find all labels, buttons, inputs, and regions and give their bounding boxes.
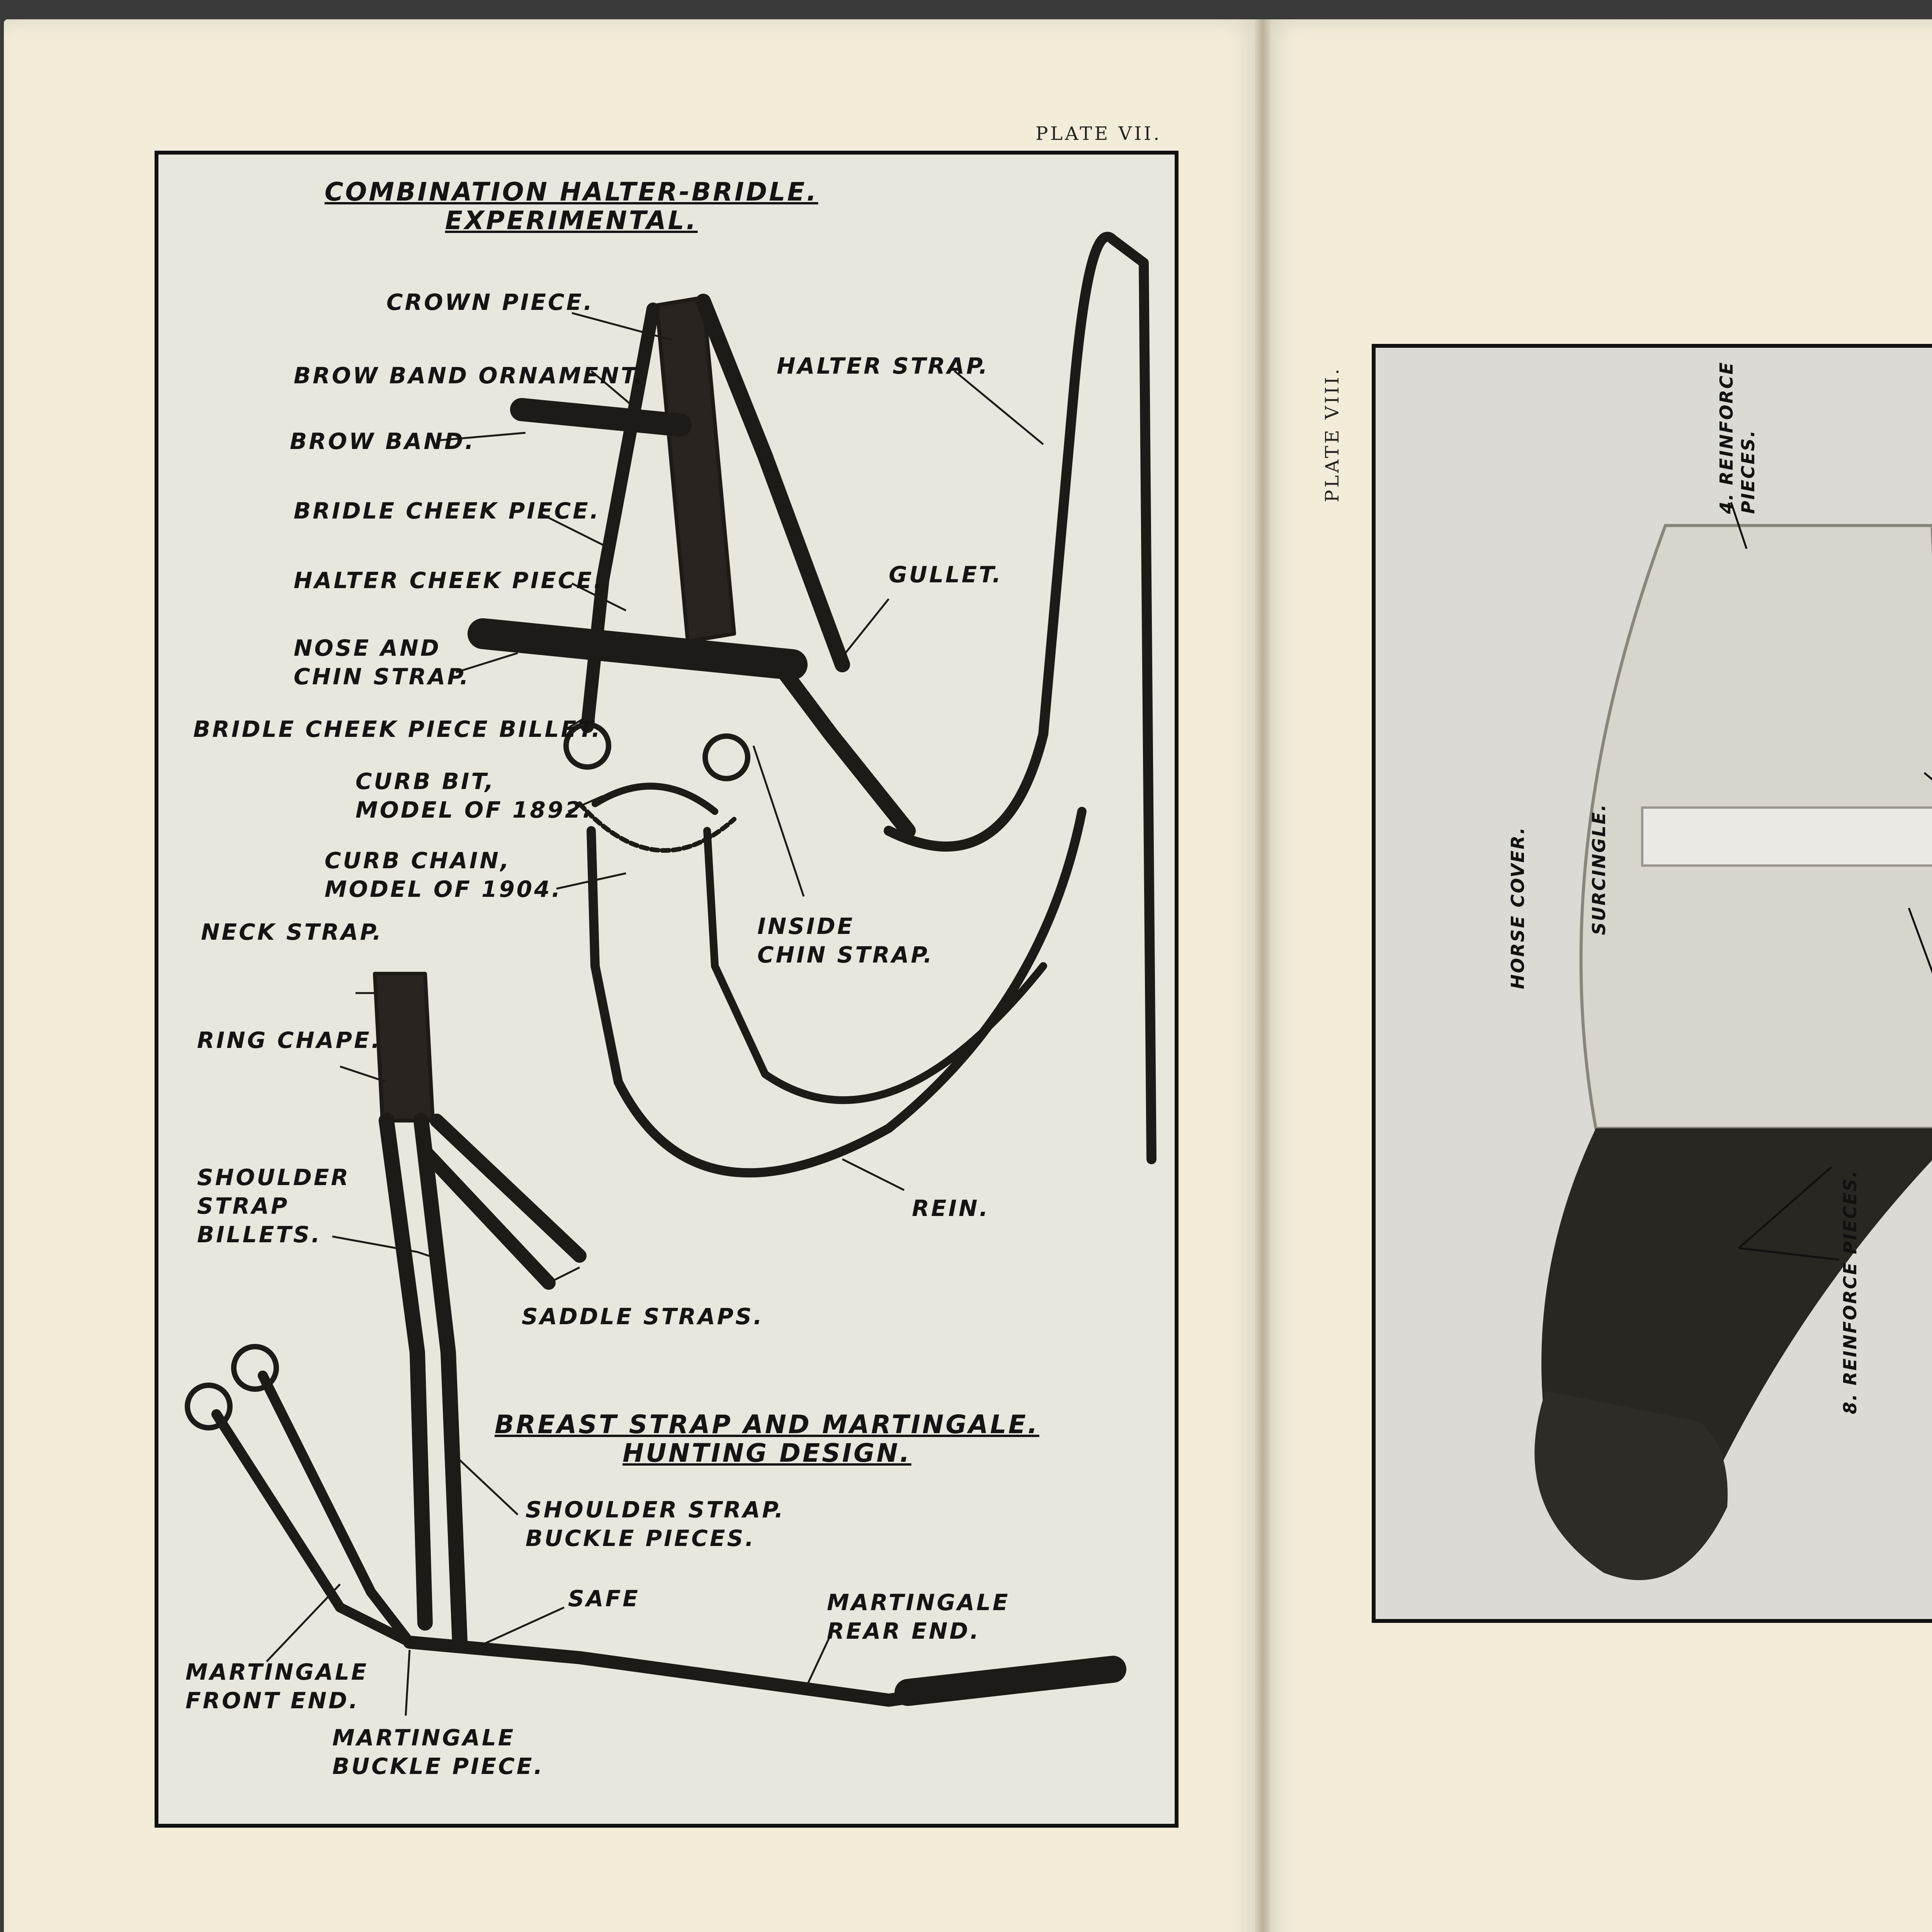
- label-horse-cover: HORSE COVER.: [1507, 826, 1528, 989]
- label-martingale-rear-end: MARTINGALE REAR END.: [827, 1589, 1010, 1644]
- label-surcingle: SURCINGLE.: [1588, 803, 1609, 935]
- plate-vii-bottom-title: BREAST STRAP AND MARTINGALE. HUNTING DESIGN.: [495, 1410, 1039, 1468]
- label-brow-band-ornament: BROW BAND ORNAMENT.: [294, 362, 645, 389]
- label-nose-chin-strap: NOSE AND CHIN STRAP.: [294, 635, 470, 690]
- label-gullet: GULLET.: [889, 561, 1003, 588]
- label-shoulder-strap-buckle-pieces: SHOULDER STRAP. BUCKLE PIECES.: [526, 1497, 785, 1551]
- label-halter-cheek-piece: HALTER CHEEK PIECE.: [294, 567, 604, 594]
- label-reinforce-4: 4. REINFORCE PIECES.: [1716, 361, 1759, 514]
- label-neck-strap: NECK STRAP.: [201, 919, 383, 945]
- label-ring-chape: RING CHAPE.: [197, 1027, 382, 1053]
- label-inside-chin-strap: INSIDE CHIN STRAP.: [757, 913, 934, 968]
- label-saddle-straps: SADDLE STRAPS.: [522, 1303, 764, 1330]
- label-safe: SAFE: [568, 1585, 640, 1612]
- label-martingale-front-end: MARTINGALE FRONT END.: [185, 1659, 369, 1714]
- label-bridle-cheek-piece-billet: BRIDLE CHEEK PIECE BILLET.: [193, 716, 602, 742]
- label-shoulder-strap-billets: SHOULDER STRAP BILLETS.: [197, 1164, 350, 1248]
- label-brow-band: BROW BAND.: [290, 428, 476, 454]
- plate-number: PLATE VII.: [1036, 123, 1162, 145]
- label-reinforce-8: 8. REINFORCE PIECES.: [1840, 1169, 1861, 1414]
- surcingle-band: [1642, 808, 1932, 866]
- label-curb-chain: CURB CHAIN, MODEL OF 1904.: [325, 847, 562, 902]
- label-rein: REIN.: [912, 1195, 990, 1221]
- label-curb-bit: CURB BIT, MODEL OF 1892.: [355, 768, 593, 823]
- label-bridle-cheek-piece: BRIDLE CHEEK PIECE.: [294, 498, 600, 524]
- plate-number: PLATE VIII.: [1321, 366, 1343, 502]
- plate-vii-top-title: COMBINATION HALTER-BRIDLE. EXPERIMENTAL.: [325, 177, 818, 235]
- label-martingale-buckle-piece: MARTINGALE BUCKLE PIECE.: [332, 1725, 544, 1779]
- label-halter-strap: HALTER STRAP.: [777, 353, 990, 379]
- label-crown-piece: CROWN PIECE.: [386, 289, 594, 315]
